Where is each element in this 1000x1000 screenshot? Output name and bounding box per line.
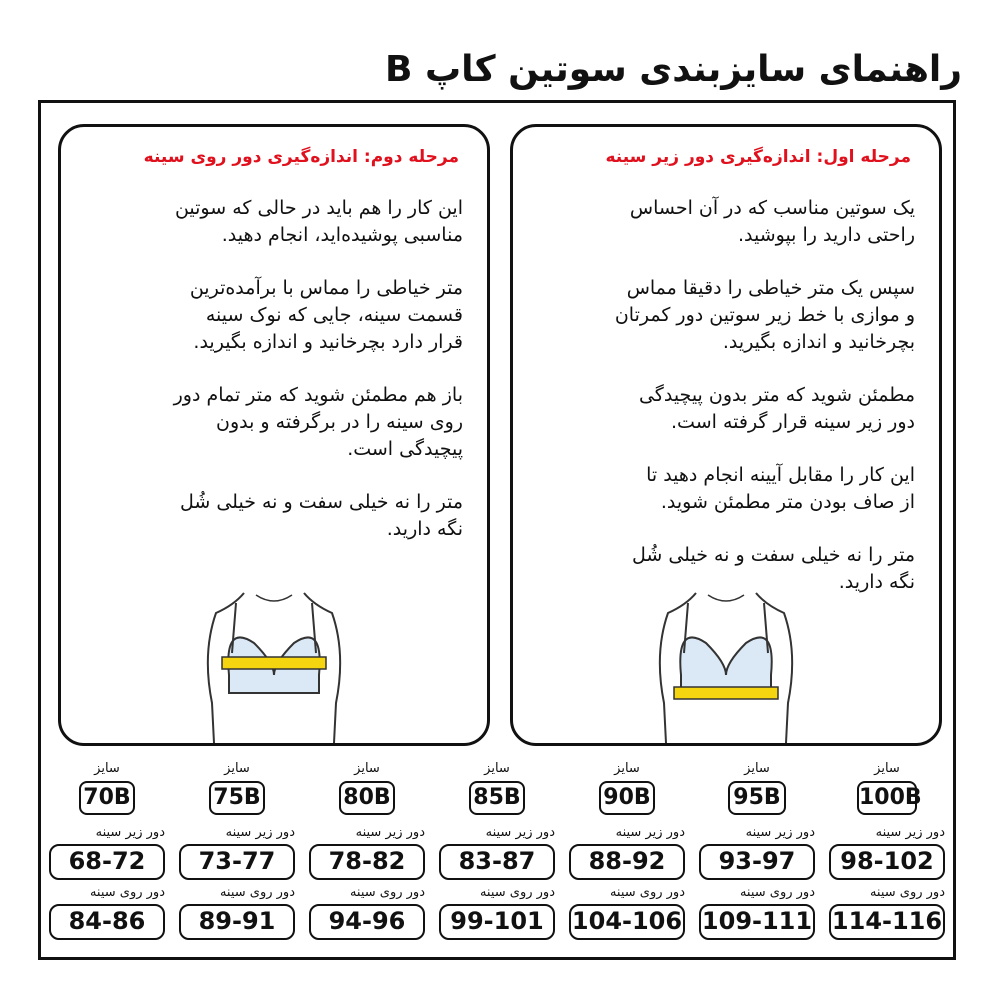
size-label: سایز — [614, 761, 640, 776]
step-2-paragraph-1: این کار را هم باید در حالی که سوتین مناسبی پوشیده‌اید، انجام دهید. — [174, 197, 463, 246]
bust-value: 114-116 — [829, 904, 945, 940]
underbust-value: 88-92 — [569, 844, 685, 880]
page-title: راهنمای سایزبندی سوتین کاپ B — [385, 49, 962, 90]
bust-value: 84-86 — [49, 904, 165, 940]
step-2-paragraph-2: متر خیاطی را مماس با برآمده‌ترین قسمت سینه، جایی که نوک سینه قرار دارد بچرخانید و اندازه بگیرید. — [189, 277, 463, 353]
step-2-paragraph-3: باز هم مطمئن شوید که متر تمام دور روی سینه را در برگرفته و بدون پیچیدگی است. — [173, 384, 463, 460]
step-1-paragraph-4: این کار را مقابل آیینه انجام دهید تا از صاف بودن متر مطمئن شوید. — [646, 464, 915, 513]
size-label: سایز — [354, 761, 380, 776]
underbust-value: 98-102 — [829, 844, 945, 880]
size-value: 75B — [209, 781, 265, 815]
size-label: سایز — [484, 761, 510, 776]
size-label: سایز — [874, 761, 900, 776]
size-value: 95B — [728, 781, 786, 815]
bust-label: دور روی سینه — [739, 885, 815, 900]
step-1-paragraph-2: سپس یک متر خیاطی را دقیقا مماس و موازی با خط زیر سوتین دور کمرتان بچرخانید و اندازه بگیرید. — [614, 277, 915, 353]
bust-value: 89-91 — [179, 904, 295, 940]
bust-value: 99-101 — [439, 904, 555, 940]
size-value: 85B — [469, 781, 525, 815]
underbust-value: 83-87 — [439, 844, 555, 880]
bust-label: دور روی سینه — [89, 885, 165, 900]
underbust-label: دور زیر سینه — [95, 825, 165, 840]
underbust-value: 93-97 — [699, 844, 815, 880]
underbust-value: 68-72 — [49, 844, 165, 880]
step-1-paragraph-5: متر را نه خیلی سفت و نه خیلی شُل نگه دارید. — [632, 544, 915, 593]
bust-value: 109-111 — [699, 904, 815, 940]
step-1-paragraph-1: یک سوتین مناسب که در آن احساس راحتی دارید را بپوشید. — [629, 197, 915, 246]
bust-label: دور روی سینه — [349, 885, 425, 900]
size-value: 80B — [339, 781, 395, 815]
bust-label: دور روی سینه — [869, 885, 945, 900]
bust-label: دور روی سینه — [609, 885, 685, 900]
size-label: سایز — [744, 761, 770, 776]
bust-label: دور روی سینه — [479, 885, 555, 900]
underbust-value: 78-82 — [309, 844, 425, 880]
step-2-heading: مرحله دوم: اندازه‌گیری دور روی سینه — [143, 147, 459, 167]
step-2-paragraph-4: متر را نه خیلی سفت و نه خیلی شُل نگه دارید. — [180, 491, 463, 540]
underbust-label: دور زیر سینه — [355, 825, 425, 840]
bust-value: 94-96 — [309, 904, 425, 940]
underbust-label: دور زیر سینه — [745, 825, 815, 840]
step-1-panel — [510, 124, 942, 746]
size-value: 100B — [857, 781, 917, 815]
size-value: 90B — [599, 781, 655, 815]
size-value: 70B — [79, 781, 135, 815]
bust-label: دور روی سینه — [219, 885, 295, 900]
size-label: سایز — [224, 761, 250, 776]
step-1-heading: مرحله اول: اندازه‌گیری دور زیر سینه — [605, 147, 911, 167]
step-1-paragraph-3: مطمئن شوید که متر بدون پیچیدگی دور زیر سینه قرار گرفته است. — [638, 384, 915, 433]
bust-value: 104-106 — [569, 904, 685, 940]
underbust-label: دور زیر سینه — [875, 825, 945, 840]
underbust-label: دور زیر سینه — [225, 825, 295, 840]
underbust-illustration — [513, 583, 939, 743]
underbust-label: دور زیر سینه — [485, 825, 555, 840]
bust-illustration — [61, 583, 487, 743]
step-2-panel — [58, 124, 490, 746]
underbust-label: دور زیر سینه — [615, 825, 685, 840]
size-label: سایز — [94, 761, 120, 776]
underbust-value: 73-77 — [179, 844, 295, 880]
